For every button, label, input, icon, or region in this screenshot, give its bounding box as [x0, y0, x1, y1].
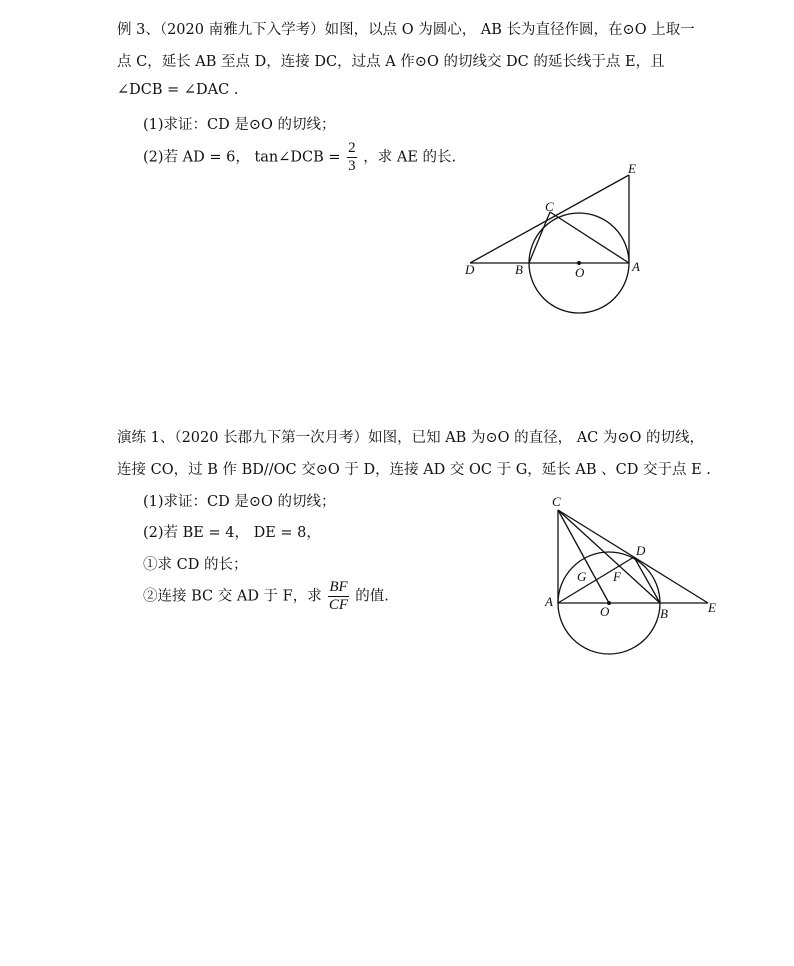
exercise1-label-C: C — [552, 494, 561, 509]
example3-line-BC — [529, 212, 550, 263]
example3-label-C: C — [545, 199, 554, 214]
example3-line1: 例 3、（2020 南雅九下入学考）如图，以点 O 为圆心， AB 长为直径作圆，在⊙O 上取一 — [117, 22, 695, 38]
example3-figure — [460, 160, 650, 320]
exercise1-label-O: O — [600, 604, 610, 619]
exercise1-label-G: G — [577, 569, 587, 584]
example3-q2-suffix: ，求 AE 的长. — [363, 149, 457, 166]
exercise1-line-DB — [634, 557, 660, 603]
exercise1-question2a: ①求 CD 的长； — [143, 557, 248, 573]
example3-line-CA — [550, 212, 629, 263]
exercise1-label-F: F — [613, 569, 621, 584]
exercise1-label-E: E — [708, 600, 716, 615]
example3-line2: 点 C，延长 AB 至点 D，连接 DC，过点 A 作⊙O 的切线交 DC 的延长线于点 E，且 — [117, 54, 665, 70]
exercise1-q2b-denominator: CF — [328, 597, 349, 613]
exercise1-line2: 连接 CO，过 B 作 BD//OC 交⊙O 于 D，连接 AD 交 OC 于 G，延长 AB 、CD 交于点 E . — [117, 462, 711, 478]
exercise1-question2b — [143, 579, 389, 614]
example3-q2-prefix: (2)若 AD = 6， tan∠DCB = — [143, 149, 341, 166]
example3-label-A: A — [632, 259, 640, 274]
exercise1-label-A: A — [545, 594, 553, 609]
example3-question1: (1)求证：CD 是⊙O 的切线； — [143, 117, 336, 133]
example3-label-B: B — [515, 262, 523, 277]
example3-label-O: O — [575, 265, 585, 280]
exercise1-q2b-prefix: ②连接 BC 交 AD 于 F，求 — [143, 588, 322, 605]
exercise1-label-B: B — [660, 606, 668, 621]
exercise1-line1: 演练 1、（2020 长郡九下第一次月考）如图，已知 AB 为⊙O 的直径， AC 为⊙O 的切线， — [117, 430, 705, 446]
example3-q2-fraction — [347, 140, 357, 175]
exercise1-question1: (1)求证：CD 是⊙O 的切线； — [143, 494, 336, 510]
exercise1-line-CO — [558, 510, 609, 603]
example3-line-DE — [470, 175, 629, 263]
exercise1-q2b-numerator: BF — [329, 579, 348, 595]
example3-line3: ∠DCB = ∠DAC . — [117, 82, 239, 98]
example3-label-E: E — [628, 161, 636, 176]
exercise1-q2b-fraction — [328, 579, 348, 614]
example3-q2-numerator: 2 — [348, 140, 356, 156]
exercise1-q2b-suffix: 的值. — [355, 588, 389, 605]
exercise1-line-AD — [558, 557, 634, 603]
exercise1-figure — [540, 490, 730, 660]
example3-q2-denominator: 3 — [348, 158, 356, 174]
example3-question2 — [143, 140, 456, 175]
exercise1-question2: (2)若 BE = 4， DE = 8， — [143, 525, 321, 541]
example3-label-D: D — [465, 262, 475, 277]
exercise1-label-D: D — [636, 543, 646, 558]
